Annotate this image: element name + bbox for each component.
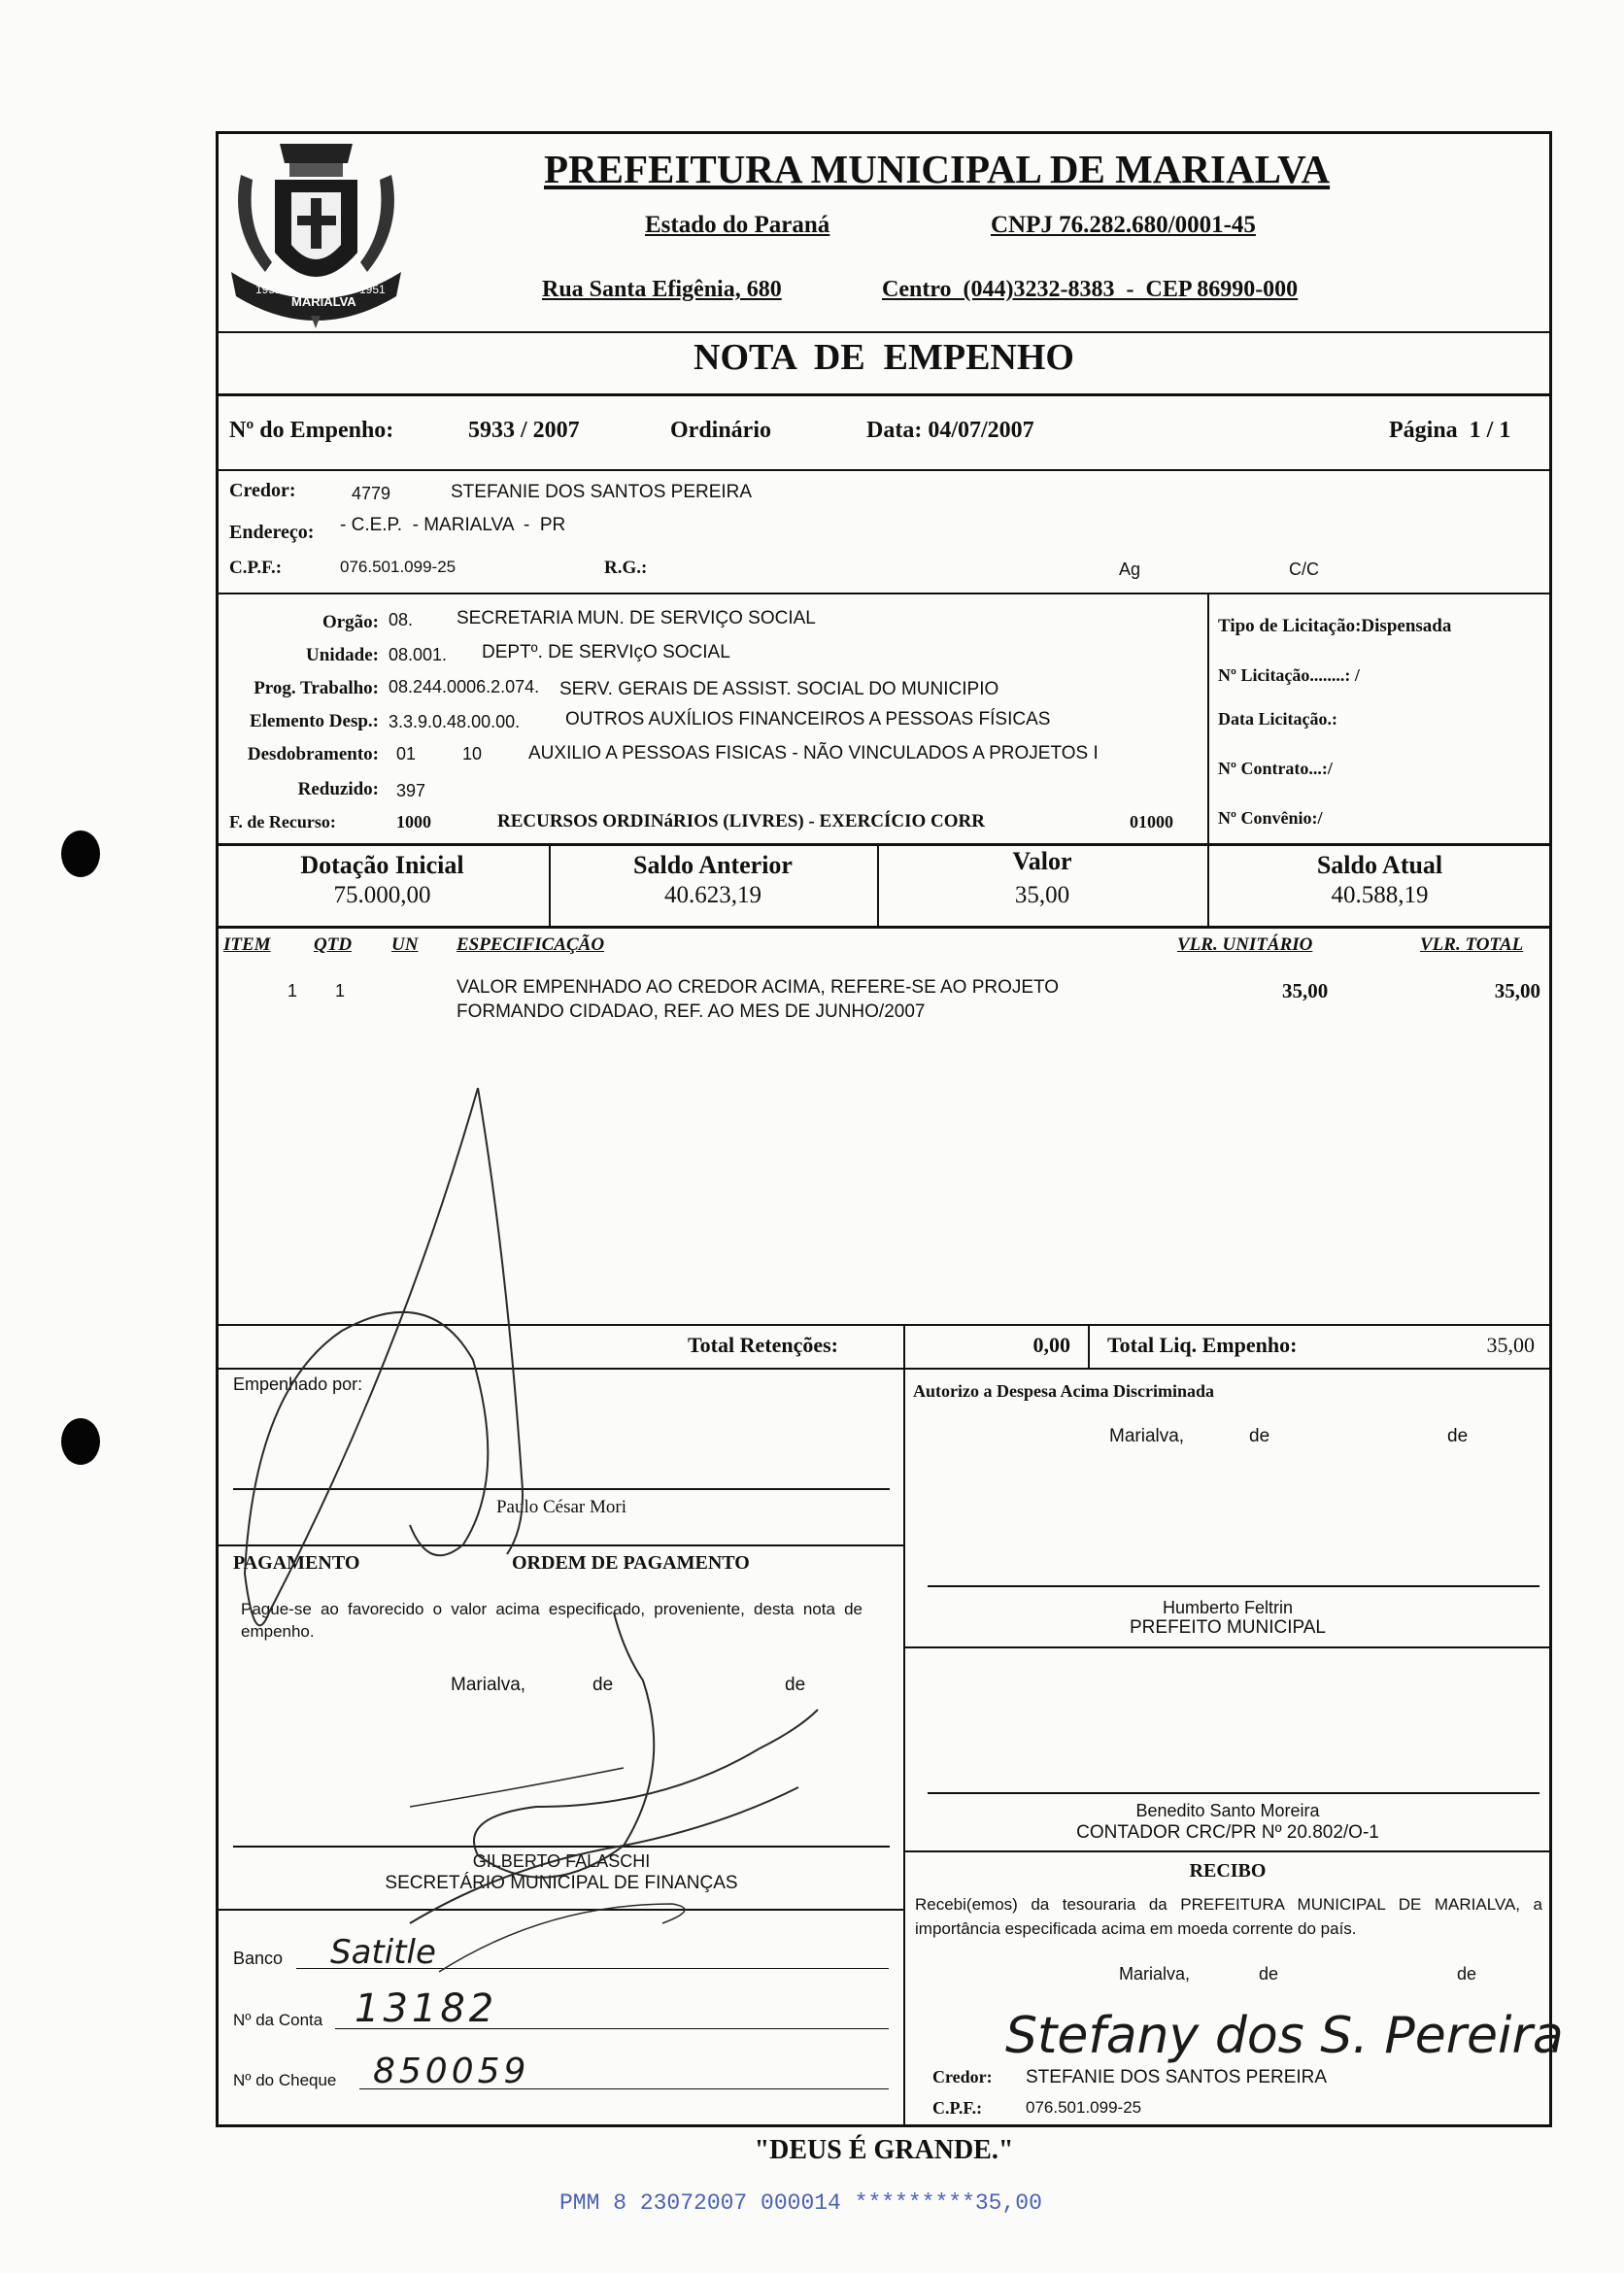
unidade-name: DEPTº. DE SERVIçO SOCIAL (482, 642, 730, 662)
recurso-name: RECURSOS ORDINáRIOS (LIVRES) - EXERCÍCIO CORR (497, 811, 985, 831)
col-spec: ESPECIFICAÇÃO (457, 934, 605, 955)
pagamento-de-2: de (785, 1675, 806, 1695)
cpf-label: C.P.F.: (229, 558, 283, 578)
empenhado-por-name: Paulo César Mori (495, 1497, 627, 1517)
banco-label: Banco (233, 1949, 284, 1968)
secretario-title: SECRETÁRIO MUNICIPAL DE FINANÇAS (385, 1873, 738, 1893)
orgao-label: Orgão: (321, 612, 379, 632)
recibo-de-1: de (1259, 1964, 1279, 1984)
item-number: 1 (288, 981, 298, 1001)
liquido-label: Total Liq. Empenho: (1107, 1333, 1298, 1357)
licitacao-data: Data Licitação.: (1218, 709, 1337, 729)
credor-signature: Stefany dos S. Pereira (1005, 2007, 1564, 2065)
recibo-credor-label: Credor: (932, 2067, 993, 2086)
state-name: Estado do Paraná (645, 212, 830, 238)
prefeito-name: Humberto Feltrin (1162, 1598, 1294, 1617)
contador-name: Benedito Santo Moreira (1135, 1801, 1320, 1820)
desdobramento-code-1: 01 (396, 744, 417, 763)
footer-motto: "DEUS É GRANDE." (754, 2135, 1014, 2165)
prefeito-title: PREFEITO MUNICIPAL (1130, 1617, 1326, 1638)
credor-name: STEFANIE DOS SANTOS PEREIRA (451, 482, 753, 502)
elemento-label: Elemento Desp.: (250, 711, 379, 731)
prog-code: 08.244.0006.2.074. (389, 677, 540, 696)
autorizo-de-2: de (1447, 1426, 1469, 1446)
contador-title: CONTADOR CRC/PR Nº 20.802/O-1 (1076, 1822, 1379, 1843)
desdobramento-label: Desdobramento: (247, 744, 379, 764)
pagamento-place: Marialva, (451, 1675, 526, 1695)
svg-text:1951: 1951 (359, 283, 386, 296)
autorizo-label: Autorizo a Despesa Acima Discriminada (913, 1381, 1214, 1401)
recibo-credor-name: STEFANIE DOS SANTOS PEREIRA (1026, 2067, 1328, 2087)
punch-hole-bottom (61, 1418, 100, 1465)
recurso-label: F. de Recurso: (229, 812, 336, 831)
recibo-cpf: 076.501.099-25 (1026, 2098, 1142, 2117)
dotacao-value: 75.000,00 (333, 882, 431, 908)
licitacao-tipo: Tipo de Licitação:Dispensada (1218, 616, 1452, 636)
document-title: NOTA DE EMPENHO (694, 337, 1074, 378)
empenho-number: 5933 / 2007 (468, 418, 580, 443)
recibo-text: Recebi(emos) da tesouraria da PREFEITURA MUNICIPAL DE MARIALVA, a importância especificada acima em moeda corrente do país. (915, 1895, 1542, 1938)
cheque-label: Nº do Cheque (233, 2071, 337, 2089)
autorizo-place: Marialva, (1109, 1426, 1185, 1446)
col-qtd: QTD (314, 934, 353, 955)
unidade-label: Unidade: (306, 645, 379, 665)
saldo-atual-label: Saldo Atual (1316, 851, 1443, 879)
saldo-anterior-value: 40.623,19 (664, 882, 761, 908)
page-number: Página 1 / 1 (1389, 418, 1511, 443)
unidade-code: 08.001. (389, 645, 448, 664)
ordem-pagamento-label: ORDEM DE PAGAMENTO (512, 1552, 750, 1574)
secretario-name: GILBERTO FALASCHI (472, 1851, 651, 1871)
account-label: C/C (1289, 560, 1319, 579)
saldo-anterior-label: Saldo Anterior (633, 851, 793, 879)
recibo-de-2: de (1457, 1964, 1477, 1984)
autorizo-de-1: de (1249, 1426, 1270, 1446)
svg-text:1951: 1951 (255, 283, 282, 296)
col-unit: VLR. UNITÁRIO (1177, 934, 1313, 955)
address-contact: Centro (044)3232-8383 - CEP 86990-000 (882, 277, 1299, 302)
item-qtd: 1 (335, 981, 346, 1001)
svg-text:MARIALVA: MARIALVA (291, 294, 356, 309)
rg-label: R.G.: (604, 558, 648, 578)
pague-text: Pague-se ao favorecido o valor acima especificado, proveniente, desta nota de empenho. (241, 1600, 863, 1641)
item-spec-line-2: FORMANDO CIDADAO, REF. AO MES DE JUNHO/2007 (457, 1001, 926, 1022)
prog-label: Prog. Trabalho: (254, 678, 379, 698)
col-item: ITEM (223, 934, 271, 955)
cnpj-text: CNPJ 76.282.680/0001-45 (991, 212, 1256, 238)
recibo-place: Marialva, (1119, 1964, 1191, 1984)
liquido-value: 35,00 (1486, 1333, 1535, 1357)
agency-label: Ag (1119, 560, 1141, 579)
orgao-code: 08. (389, 610, 414, 629)
elemento-name: OUTROS AUXÍLIOS FINANCEIROS A PESSOAS FÍSICAS (565, 709, 1051, 729)
recibo-cpf-label: C.P.F.: (932, 2098, 983, 2118)
recibo-title: RECIBO (1189, 1860, 1267, 1882)
retencoes-value: 0,00 (1032, 1333, 1070, 1357)
pagamento-label: PAGAMENTO (233, 1552, 360, 1574)
convenio-numero: Nº Convênio:/ (1218, 808, 1323, 828)
licitacao-numero: Nº Licitação........: / (1218, 665, 1360, 685)
conta-value: 13182 (355, 1986, 498, 2031)
saldo-atual-value: 40.588,19 (1331, 882, 1429, 908)
banco-value: Satitle (330, 1933, 436, 1972)
elemento-code: 3.3.9.0.48.00.00. (389, 712, 521, 731)
validation-stamp: PMM 8 23072007 000014 *********35,00 (559, 2190, 1042, 2216)
credor-code: 4779 (352, 484, 391, 503)
desdobramento-code-2: 10 (462, 744, 483, 763)
address-label: Endereço: (229, 522, 315, 543)
credor-label: Credor: (229, 480, 296, 501)
item-unit-value: 35,00 (1282, 979, 1329, 1002)
contrato-numero: Nº Contrato...:/ (1218, 759, 1333, 778)
item-total-value: 35,00 (1494, 979, 1540, 1002)
recurso-code: 1000 (396, 812, 431, 831)
empenho-date: Data: 04/07/2007 (866, 418, 1034, 443)
retencoes-label: Total Retenções: (688, 1333, 838, 1357)
cheque-value: 850059 (373, 2052, 530, 2091)
valor-label: Valor (1012, 847, 1072, 875)
dotacao-label: Dotação Inicial (300, 851, 464, 879)
orgao-name: SECRETARIA MUN. DE SERVIÇO SOCIAL (457, 608, 816, 628)
recurso-code-2: 01000 (1130, 812, 1173, 831)
desdobramento-name: AUXILIO A PESSOAS FISICAS - NÃO VINCULADOS A PROJETOS I (528, 743, 1099, 763)
col-total: VLR. TOTAL (1420, 934, 1524, 955)
page-title: PREFEITURA MUNICIPAL DE MARIALVA (544, 147, 1331, 191)
valor-value: 35,00 (1014, 882, 1070, 908)
conta-label: Nº da Conta (233, 2011, 323, 2029)
credor-address: - C.E.P. - MARIALVA - PR (340, 515, 566, 535)
pagamento-de-1: de (592, 1675, 614, 1695)
item-spec-line-1: VALOR EMPENHADO AO CREDOR ACIMA, REFERE-SE AO PROJETO (457, 977, 1060, 998)
reduzido-value: 397 (396, 781, 426, 800)
pen-signature-icon (216, 1069, 973, 2001)
coat-of-arms-icon (221, 136, 411, 330)
credor-cpf: 076.501.099-25 (340, 558, 457, 576)
prog-name: SERV. GERAIS DE ASSIST. SOCIAL DO MUNICIPIO (559, 679, 999, 699)
empenho-number-label: Nº do Empenho: (229, 418, 394, 443)
col-un: UN (391, 934, 419, 955)
punch-hole-top (61, 831, 100, 877)
empenhado-por-label: Empenhado por: (233, 1374, 363, 1394)
empenho-type: Ordinário (670, 418, 772, 443)
street-address: Rua Santa Efigênia, 680 (542, 277, 782, 302)
reduzido-label: Reduzido: (297, 779, 379, 799)
